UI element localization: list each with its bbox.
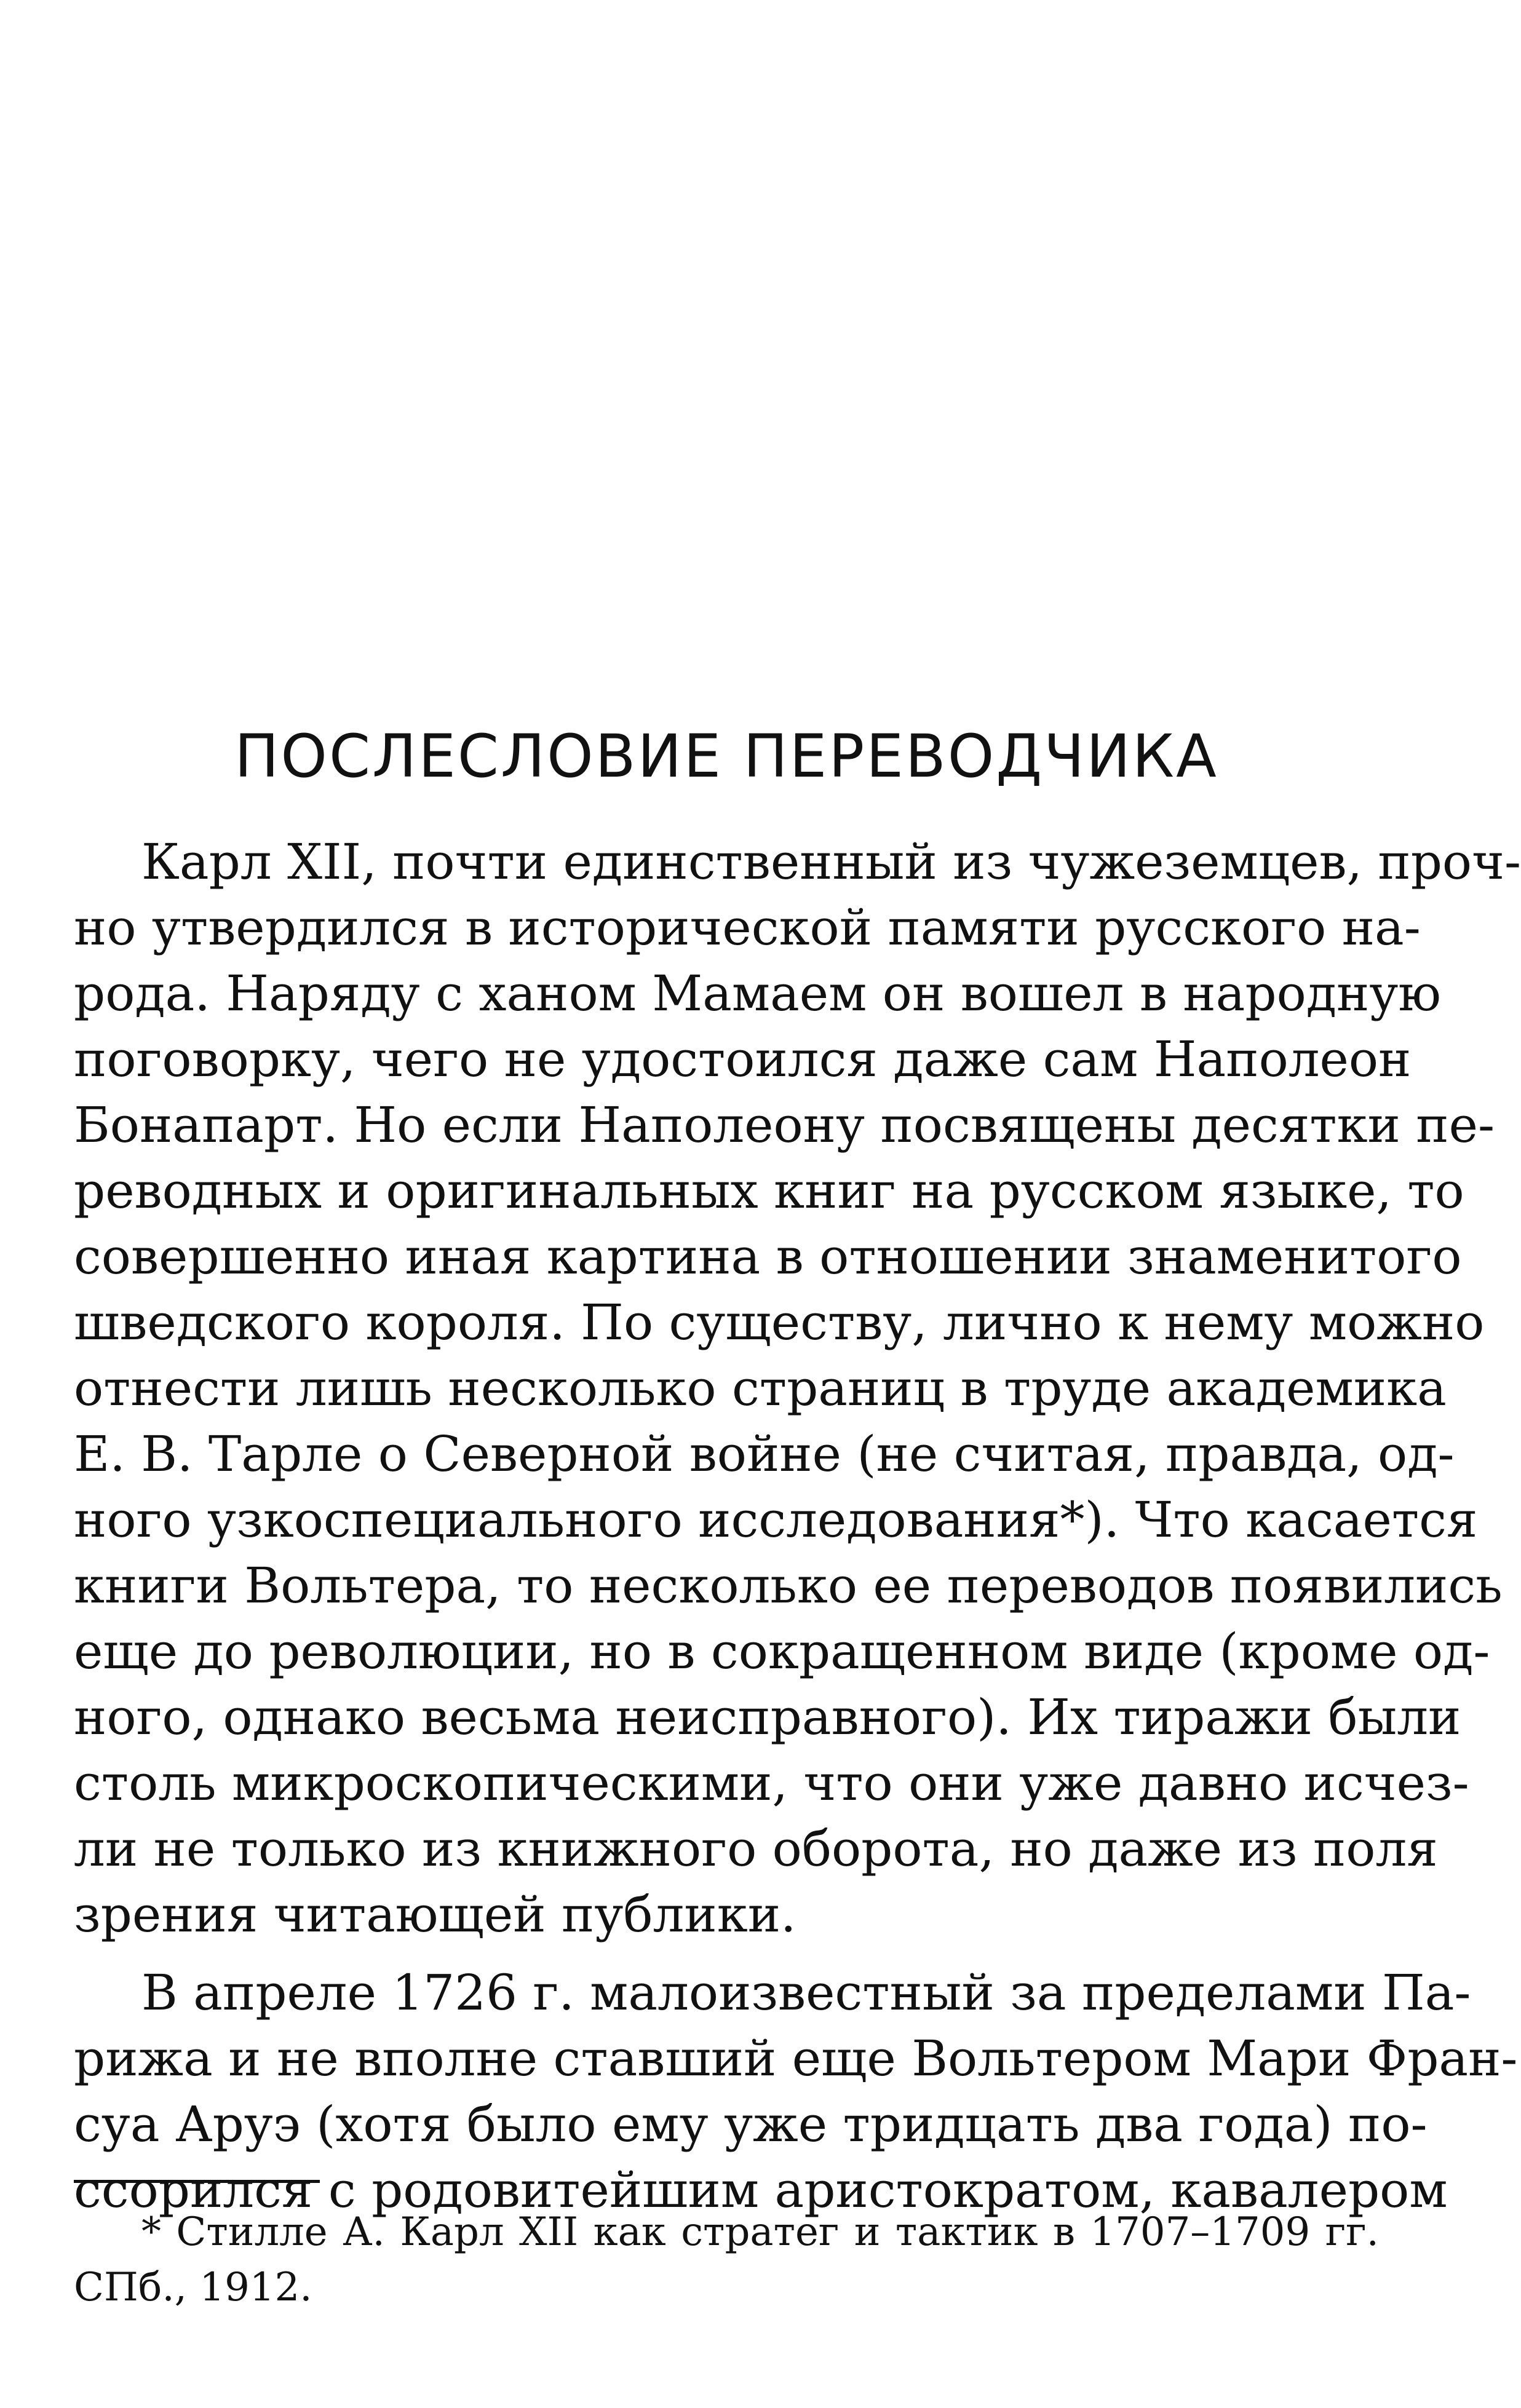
text-line: совершенно иная картина в отношении знаменитого	[74, 1228, 1462, 1285]
text-line: рода. Наряду с ханом Мамаем он вошел в народную	[74, 965, 1442, 1022]
text-line: шведского короля. По существу, лично к нему можно	[74, 1294, 1485, 1351]
text-line: зрения читающей публики.	[74, 1886, 796, 1943]
footnote-divider	[74, 2180, 320, 2183]
text-line: книги Вольтера, то несколько ее переводов появились	[74, 1557, 1503, 1614]
footnote	[74, 2204, 1379, 2315]
text-line: ного, однако весьма неисправного). Их тиражи были	[74, 1689, 1461, 1746]
text-line: ли не только из книжного оборота, но даже из поля	[74, 1820, 1438, 1877]
text-line: В апреле 1726 г. малоизвестный за пределами Па-	[141, 1964, 1471, 2021]
footnote-line: * Стилле А. Карл XII как стратег и тактик в 1707–1709 гг.	[141, 2209, 1379, 2255]
text-line: реводных и оригинальных книг на русском языке, то	[74, 1162, 1464, 1219]
body-text	[74, 829, 1521, 2223]
text-line: еще до революции, но в сокращенном виде (кроме од-	[74, 1623, 1490, 1680]
paragraph-1	[74, 829, 1521, 1947]
text-line: рижа и не вполне ставший еще Вольтером Мари Фран-	[74, 2030, 1518, 2087]
text-line: столь микроскопическими, что они уже давно исчез-	[74, 1754, 1469, 1812]
text-line: но утвердился в исторической памяти русского на-	[74, 899, 1421, 956]
text-line: Карл XII, почти единственный из чужеземцев, проч-	[141, 833, 1521, 890]
text-line: Бонапарт. Но если Наполеону посвящены десятки пе-	[74, 1096, 1495, 1154]
chapter-heading: ПОСЛЕСЛОВИЕ ПЕРЕВОДЧИКА	[234, 722, 1218, 791]
text-line: суа Аруэ (хотя было ему уже тридцать два года) по-	[74, 2096, 1428, 2153]
text-line: ного узкоспециального исследования*). Что касается	[74, 1491, 1478, 1548]
text-line: ссорился с родовитейшим аристократом, кавалером	[74, 2161, 1448, 2219]
text-line: отнести лишь несколько страниц в труде академика	[74, 1360, 1447, 1417]
footnote-line: СПб., 1912.	[74, 2265, 312, 2310]
paragraph-2	[74, 1960, 1518, 2223]
text-line: поговорку, чего не удостоился даже сам Наполеон	[74, 1031, 1412, 1088]
text-line: Е. В. Тарле о Северной войне (не считая, правда, од-	[74, 1425, 1455, 1483]
paragraph-gap	[74, 1947, 1379, 1960]
